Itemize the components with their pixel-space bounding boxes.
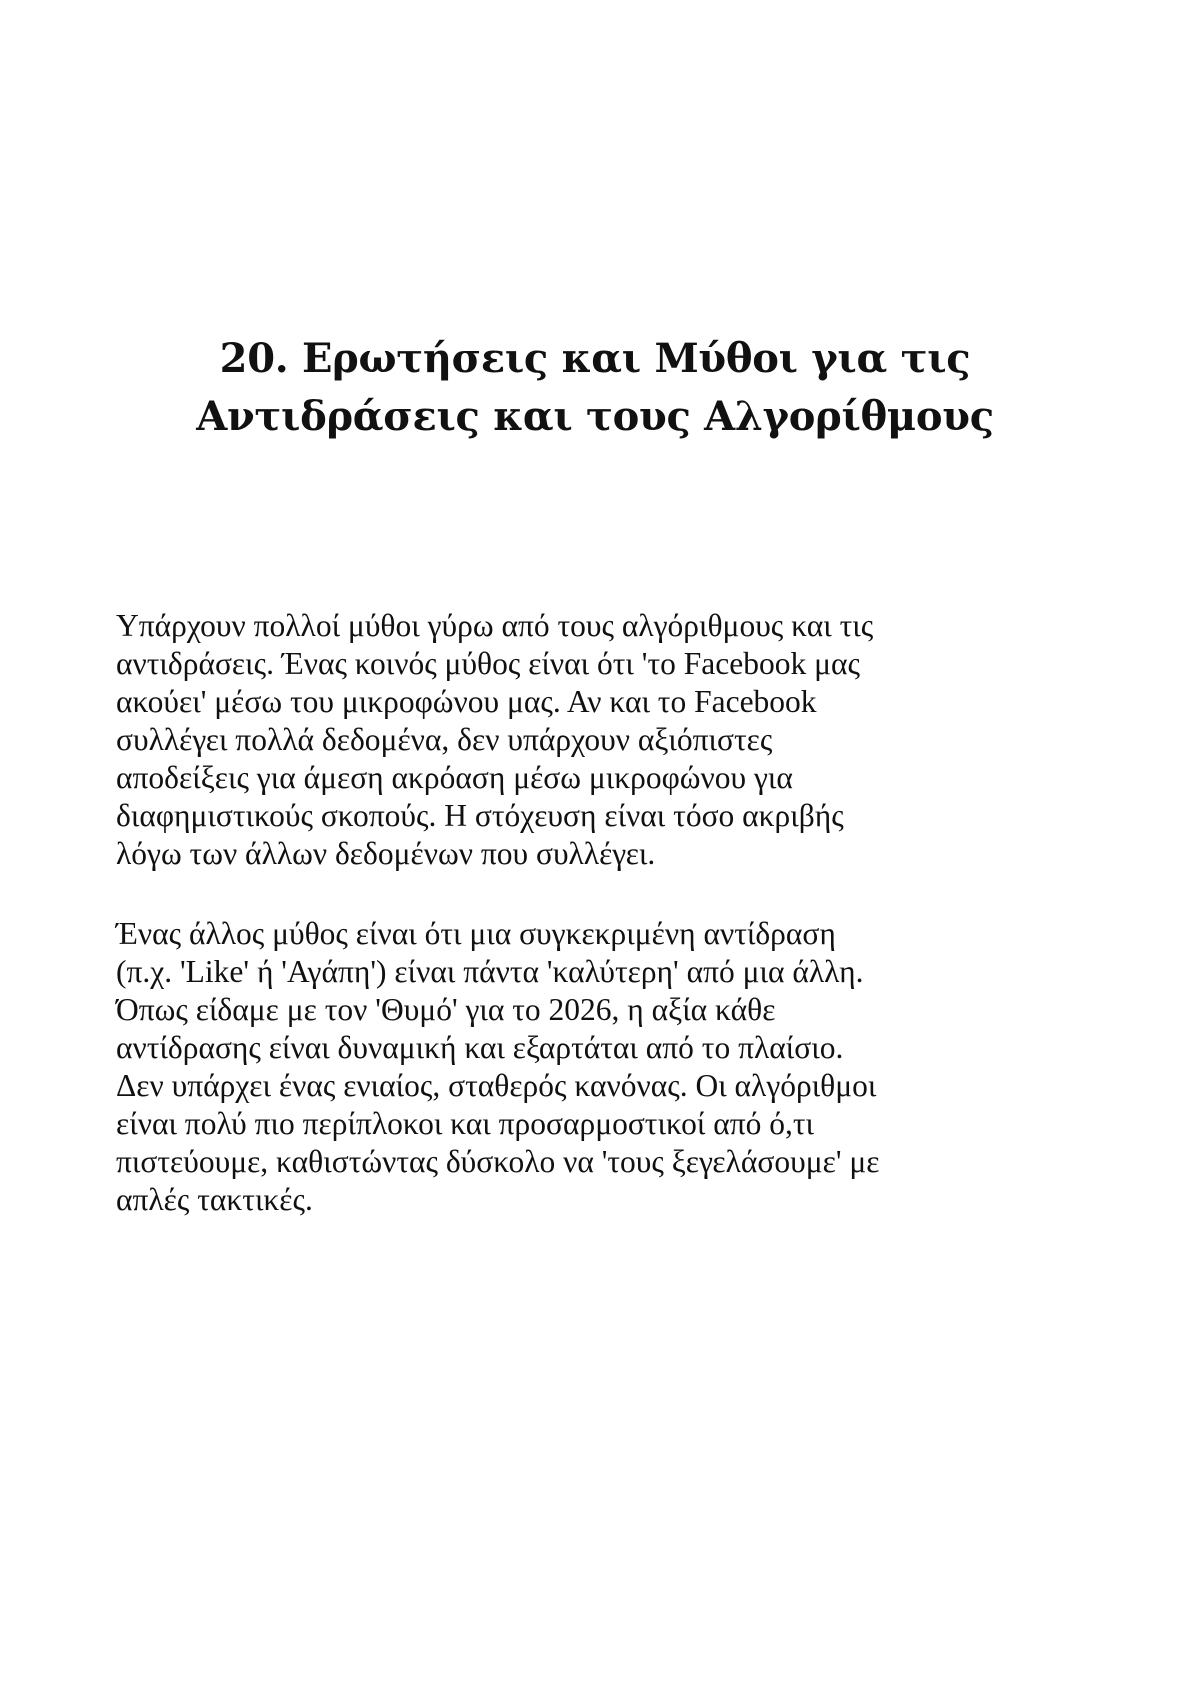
paragraph-myths-microphone: Υπάρχουν πολλοί μύθοι γύρω από τους αλγόριθμους και τις αντιδράσεις. Ένας κοινός μύθος είναι ότι 'το Facebook μας ακούει' μέσω του μικροφώνου μας. Αν και το Facebook συλλέγει πολλά δεδομένα, δεν υπάρχουν αξιόπιστες αποδείξεις για άμεση ακρόαση μέσω μικροφώνου για διαφημιστικούς σκοπούς. Η στόχευση είναι τόσο ακριβής λόγω των άλλων δεδομένων που συλλέγει. xyxy=(116,608,874,871)
body-text xyxy=(116,607,1076,1261)
paragraph-myths-reactions: Ένας άλλος μύθος είναι ότι μια συγκεκριμένη αντίδραση (π.χ. 'Like' ή 'Αγάπη') είναι πάντα 'καλύτερη' από μια άλλη. Όπως είδαμε με τον 'Θυμό' για το 2026, η αξία κάθε αντίδρασης είναι δυναμική και εξαρτάται από το πλαίσιο. Δεν υπάρχει ένας ενιαίος, σταθερός κανόνας. Οι αλγόριθμοι είναι πολύ πιο περίπλοκοι και προσαρμοστικοί από ό,τι πιστεύουμε, καθιστώντας δύσκολο να 'τους ξεγελάσουμε' με απλές τακτικές. xyxy=(116,916,880,1217)
page-title: 20. Ερωτήσεις και Μύθοι για τις Αντιδράσεις και τους Αλγορίθμους xyxy=(196,335,994,440)
